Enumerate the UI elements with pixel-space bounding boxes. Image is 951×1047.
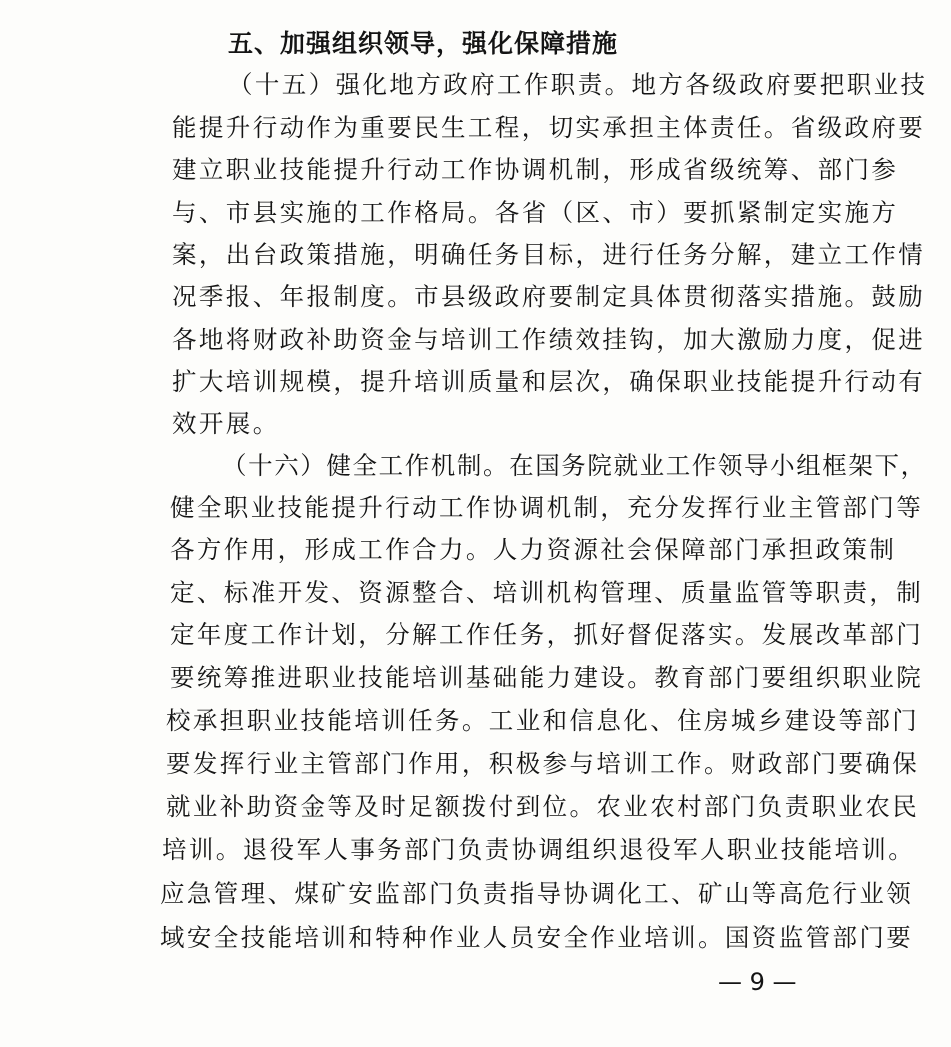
- text-line: 效开展。: [172, 409, 280, 438]
- text-line: 就业补助资金等及时足额拨付到位。农业农村部门负责职业农民: [166, 792, 920, 821]
- text-line: 定、标准开发、资源整合、培训机构管理、质量监管等职责，制: [170, 578, 924, 607]
- text-line: 况季报、年报制度。市县级政府要制定具体贯彻落实措施。鼓励: [172, 282, 926, 311]
- text-line: 定年度工作计划，分解工作任务，抓好督促落实。发展改革部门: [170, 620, 924, 649]
- text-line: 各地将财政补助资金与培训工作绩效挂钩，加大激励力度，促进: [172, 325, 926, 354]
- text-line: 能提升行动作为重要民生工程，切实承担主体责任。省级政府要: [172, 113, 926, 142]
- text-line: （十六）健全工作机制。在国务院就业工作领导小组框架下，: [222, 451, 927, 480]
- text-line: 案，出台政策措施，明确任务目标，进行任务分解，建立工作情: [172, 240, 926, 269]
- text-line: 各方作用，形成工作合力。人力资源社会保障部门承担政策制: [170, 535, 897, 564]
- section-heading: 五、加强组织领导，强化保障措施: [228, 29, 619, 58]
- text-line: 扩大培训规模，提升培训质量和层次，确保职业技能提升行动有: [172, 367, 926, 396]
- text-line: 与、市县实施的工作格局。各省（区、市）要抓紧制定实施方: [172, 198, 899, 227]
- text-line: 建立职业技能提升行动工作协调机制，形成省级统筹、部门参: [172, 155, 899, 184]
- text-line: 域安全技能培训和特种作业人员安全作业培训。国资监管部门要: [160, 923, 914, 952]
- text-line: （十五）强化地方政府工作职责。地方各级政府要把职业技: [228, 70, 928, 99]
- text-line: 健全职业技能提升行动工作协调机制，充分发挥行业主管部门等: [170, 493, 924, 522]
- text-line: 校承担职业技能培训任务。工业和信息化、住房城乡建设等部门: [166, 706, 920, 735]
- page-number: — 9 —: [718, 968, 797, 996]
- text-line: 要统筹推进职业技能培训基础能力建设。教育部门要组织职业院: [170, 663, 924, 692]
- text-line: 应急管理、煤矿安监部门负责指导协调化工、矿山等高危行业领: [160, 879, 914, 908]
- text-line: 培训。退役军人事务部门负责协调组织退役军人职业技能培训。: [162, 835, 916, 864]
- text-line: 要发挥行业主管部门作用，积极参与培训工作。财政部门要确保: [166, 749, 920, 778]
